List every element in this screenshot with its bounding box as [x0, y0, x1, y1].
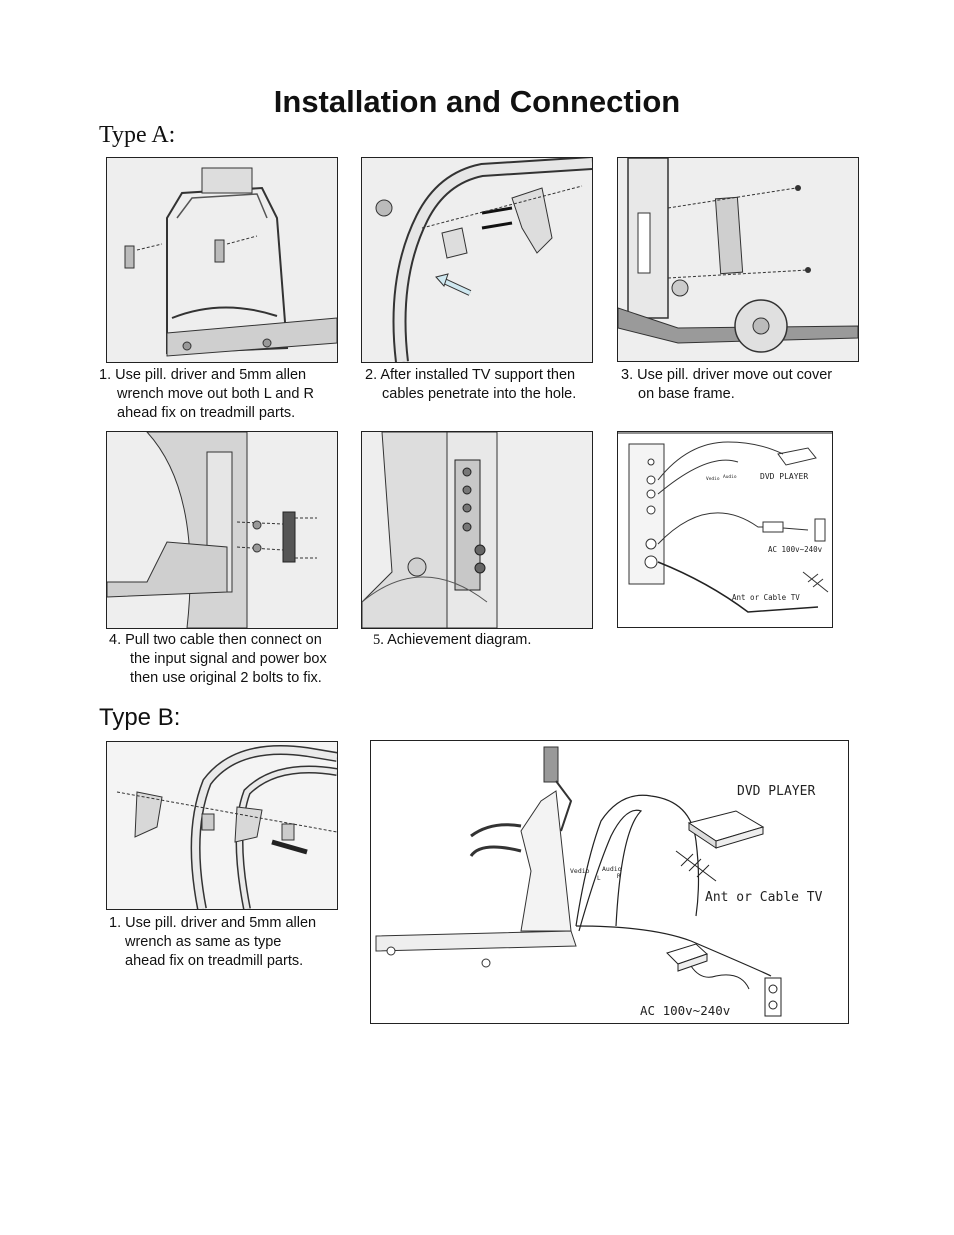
b2-audio-label: Audio: [602, 865, 622, 873]
step-a4-line-2: the input signal and power box: [130, 651, 327, 667]
step-a4-line-3: then use original 2 bolts to fix.: [130, 670, 322, 686]
step-b1-line-2: wrench as same as type: [125, 934, 282, 950]
b2-ac-label: AC 100v~240v: [640, 1003, 731, 1018]
b2-dvd-label: DVD PLAYER: [737, 784, 816, 799]
figure-a3-base-frame-cover: [617, 157, 859, 362]
step-b1-line-3: ahead fix on treadmill parts.: [125, 953, 304, 969]
step-b1-caption: [109, 914, 316, 971]
step-b1-line-1: 1. Use pill. driver and 5mm allen: [109, 915, 317, 931]
a6-ac-label: AC 100v~240v: [768, 545, 823, 554]
step-a1-line-2: wrench move out both L and R: [117, 386, 314, 402]
b2-video-label: Vedio: [570, 867, 590, 875]
type-a-heading: Type A:: [99, 122, 176, 148]
figure-a4-cable-connection: [106, 431, 338, 629]
step-a3-line-2: on base frame.: [638, 386, 735, 402]
a6-dvd-label: DVD PLAYER: [760, 472, 809, 481]
a6-audio-label: Audio: [723, 475, 737, 480]
b2-r-label: R: [617, 873, 621, 880]
step-a3-caption: [621, 366, 832, 404]
step-a4-line-1: 4. Pull two cable then connect on: [109, 632, 322, 648]
figure-a1-treadmill-front: [106, 157, 338, 363]
step-a5-caption: [373, 631, 531, 650]
step-a4-caption: [109, 631, 327, 688]
b2-l-label: L: [597, 875, 601, 882]
figure-b2-connection-diagram: [370, 740, 849, 1024]
type-b-heading: Type B:: [99, 704, 181, 731]
a6-video-label: Vedio: [706, 477, 720, 482]
step-a1-line-3: ahead fix on treadmill parts.: [117, 405, 296, 421]
figure-a2-tv-support: [361, 157, 593, 363]
step-a3-line-1: 3. Use pill. driver move out cover: [621, 367, 833, 383]
figure-a5-achievement: [361, 431, 593, 629]
page-title: Installation and Connection: [273, 84, 681, 119]
step-a2-caption: [365, 366, 576, 404]
step-a1-line-1: 1. Use pill. driver and 5mm allen: [99, 367, 307, 383]
step-a2-line-2: cables penetrate into the hole.: [382, 386, 577, 402]
b2-ant-label: Ant or Cable TV: [705, 890, 823, 905]
step-a5-text: Achievement diagram.: [383, 632, 532, 648]
step-a2-line-1: 2. After installed TV support then: [365, 367, 576, 383]
step-a1-caption: [99, 366, 314, 423]
a6-ant-label: Ant or Cable TV: [732, 593, 800, 602]
step-a5-number: 5.: [373, 632, 384, 648]
figure-b1-treadmill-handles: [106, 741, 338, 910]
figure-a6-connection-diagram: [617, 431, 833, 628]
